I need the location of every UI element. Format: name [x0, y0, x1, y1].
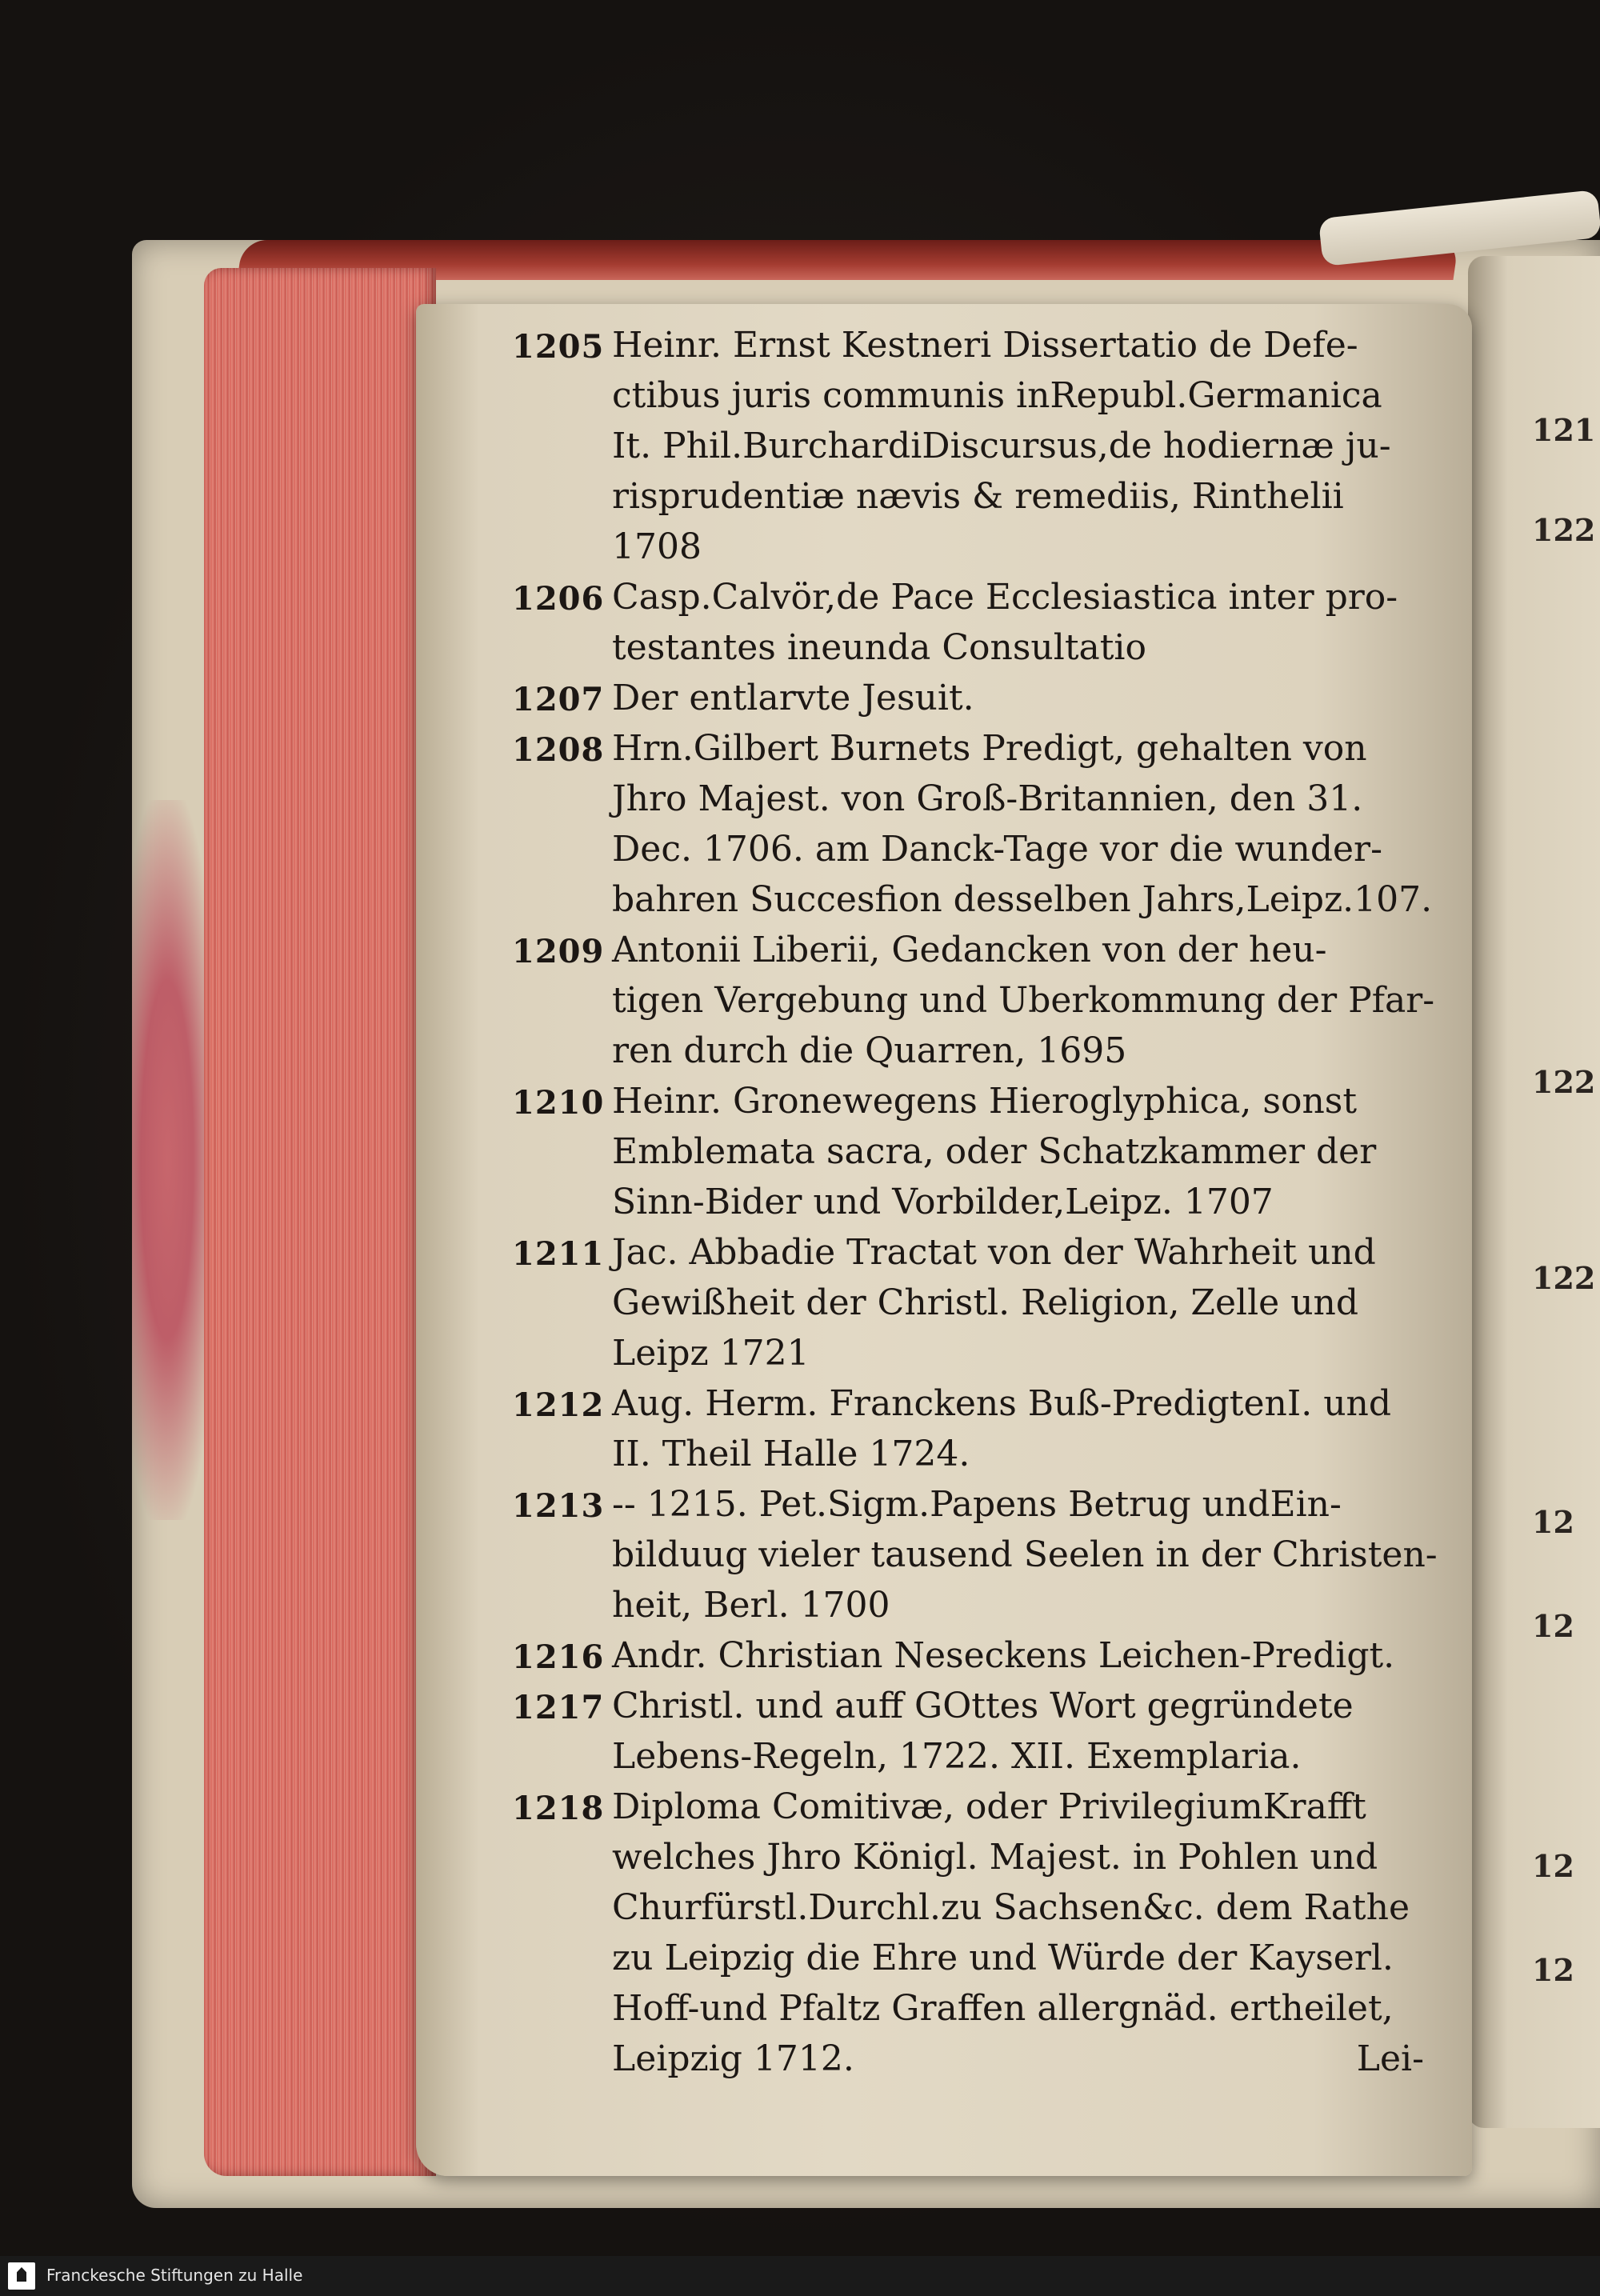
catalog-entry — [512, 1076, 1424, 1227]
entry-line: -- 1215. Pet.Sigm.Papens Betrug undEin- — [612, 1484, 1342, 1525]
catalog-entries — [512, 320, 1438, 2084]
entry-number: 1218 — [512, 1790, 605, 1827]
entry-number: 1207 — [512, 681, 605, 718]
institution-label: Franckesche Stiftungen zu Halle — [46, 2266, 303, 2285]
entry-number: 1210 — [512, 1084, 605, 1122]
entry-line: tigen Vergebung und Uberkommung der Pfar- — [612, 980, 1435, 1021]
entry-line: bilduug vieler tausend Seelen in der Christen- — [612, 1534, 1438, 1575]
catalog-entry — [512, 1681, 1424, 1782]
entry-line: Sinn-Bider und Vorbilder,Leipz. 1707 — [612, 1182, 1274, 1222]
facing-page-number: 122 — [1532, 1260, 1596, 1296]
footer-bar — [0, 2256, 1600, 2296]
catalog-entry — [512, 673, 1424, 723]
entry-line: Der entlarvte Jesuit. — [612, 678, 974, 718]
entry-line: ctibus juris communis inRepubl.Germanica — [612, 375, 1382, 416]
catalog-entry — [512, 320, 1424, 572]
page-edges — [204, 268, 436, 2176]
entry-line: Aug. Herm. Franckens Buß-PredigtenI. und — [612, 1383, 1392, 1424]
entry-number: 1206 — [512, 580, 605, 618]
institution-logo-icon — [8, 2262, 35, 2290]
entry-line: Dec. 1706. am Danck-Tage vor die wunder- — [612, 829, 1382, 870]
entry-line: welches Jhro Königl. Majest. in Pohlen und — [612, 1837, 1378, 1878]
entry-number: 1208 — [512, 731, 605, 769]
entry-line: Heinr. Gronewegens Hieroglyphica, sonst — [612, 1081, 1358, 1122]
entry-number: 1213 — [512, 1487, 605, 1525]
entry-number: 1205 — [512, 328, 605, 366]
entry-line: Emblemata sacra, oder Schatzkammer der — [612, 1131, 1377, 1172]
entry-line: bahren Succesfion desselben Jahrs,Leipz.107. — [612, 879, 1433, 920]
entry-line — [612, 2034, 1424, 2084]
entry-number: 1211 — [512, 1235, 605, 1273]
entry-number: 1216 — [512, 1638, 605, 1676]
entry-line: testantes ineunda Consultatio — [612, 627, 1146, 668]
entry-line: Christl. und auff GOttes Wort gegründete — [612, 1686, 1354, 1726]
facing-page-number: 12 — [1532, 1952, 1574, 1988]
facing-page-number: 122 — [1532, 1064, 1596, 1100]
entry-line: Churfürstl.Durchl.zu Sachsen&c. dem Rathe — [612, 1887, 1410, 1928]
entry-number: 1209 — [512, 933, 605, 970]
entry-line: II. Theil Halle 1724. — [612, 1434, 970, 1474]
entry-line: risprudentiæ nævis & remediis, Rinthelii — [612, 476, 1344, 517]
entry-line: Heinr. Ernst Kestneri Dissertatio de Defe- — [612, 325, 1358, 366]
facing-page-number: 12 — [1532, 1848, 1574, 1884]
entry-number: 1212 — [512, 1386, 605, 1424]
entry-line: Antonii Liberii, Gedancken von der heu- — [612, 930, 1327, 970]
facing-page-number: 12 — [1532, 1608, 1574, 1644]
entry-line: Andr. Christian Neseckens Leichen-Predigt. — [612, 1635, 1395, 1676]
entry-line: It. Phil.BurchardiDiscursus,de hodiernæ ju- — [612, 426, 1391, 466]
entry-line: Leipz 1721 — [612, 1333, 810, 1374]
catchword: Lei- — [1356, 2038, 1424, 2079]
entry-line: Jac. Abbadie Tractat von der Wahrheit und — [612, 1232, 1376, 1273]
facing-page-number: 121 — [1532, 412, 1596, 448]
entry-line-text: Leipzig 1712. — [612, 2038, 854, 2079]
entry-number: 1217 — [512, 1689, 605, 1726]
catalog-entry — [512, 1782, 1424, 2084]
catalog-entry — [512, 1227, 1424, 1378]
catalog-entry — [512, 925, 1435, 1076]
entry-line: Diploma Comitivæ, oder PrivilegiumKrafft — [612, 1786, 1366, 1827]
catalog-entry — [512, 723, 1433, 925]
entry-line: 1708 — [612, 526, 702, 567]
entry-line: zu Leipzig die Ehre und Würde der Kayserl. — [612, 1938, 1394, 1978]
entry-line: heit, Berl. 1700 — [612, 1585, 890, 1626]
entry-line: Jhro Majest. von Groß-Britannien, den 31. — [612, 778, 1363, 819]
entry-line: Hrn.Gilbert Burnets Predigt, gehalten von — [612, 728, 1367, 769]
facing-page-number: 12 — [1532, 1504, 1574, 1540]
catalog-entry — [512, 572, 1424, 673]
catalog-entry — [512, 1479, 1438, 1630]
catalog-entry — [512, 1630, 1424, 1681]
entry-line: Casp.Calvör,de Pace Ecclesiastica inter pro- — [612, 577, 1398, 618]
catalog-entry — [512, 1378, 1424, 1479]
entry-line: Gewißheit der Christl. Religion, Zelle und — [612, 1282, 1359, 1323]
facing-page-number: 122 — [1532, 512, 1596, 548]
entry-line: ren durch die Quarren, 1695 — [612, 1030, 1127, 1071]
entry-line: Hoff-und Pfaltz Graffen allergnäd. ertheilet, — [612, 1988, 1394, 2029]
entry-line: Lebens-Regeln, 1722. XII. Exemplaria. — [612, 1736, 1302, 1777]
